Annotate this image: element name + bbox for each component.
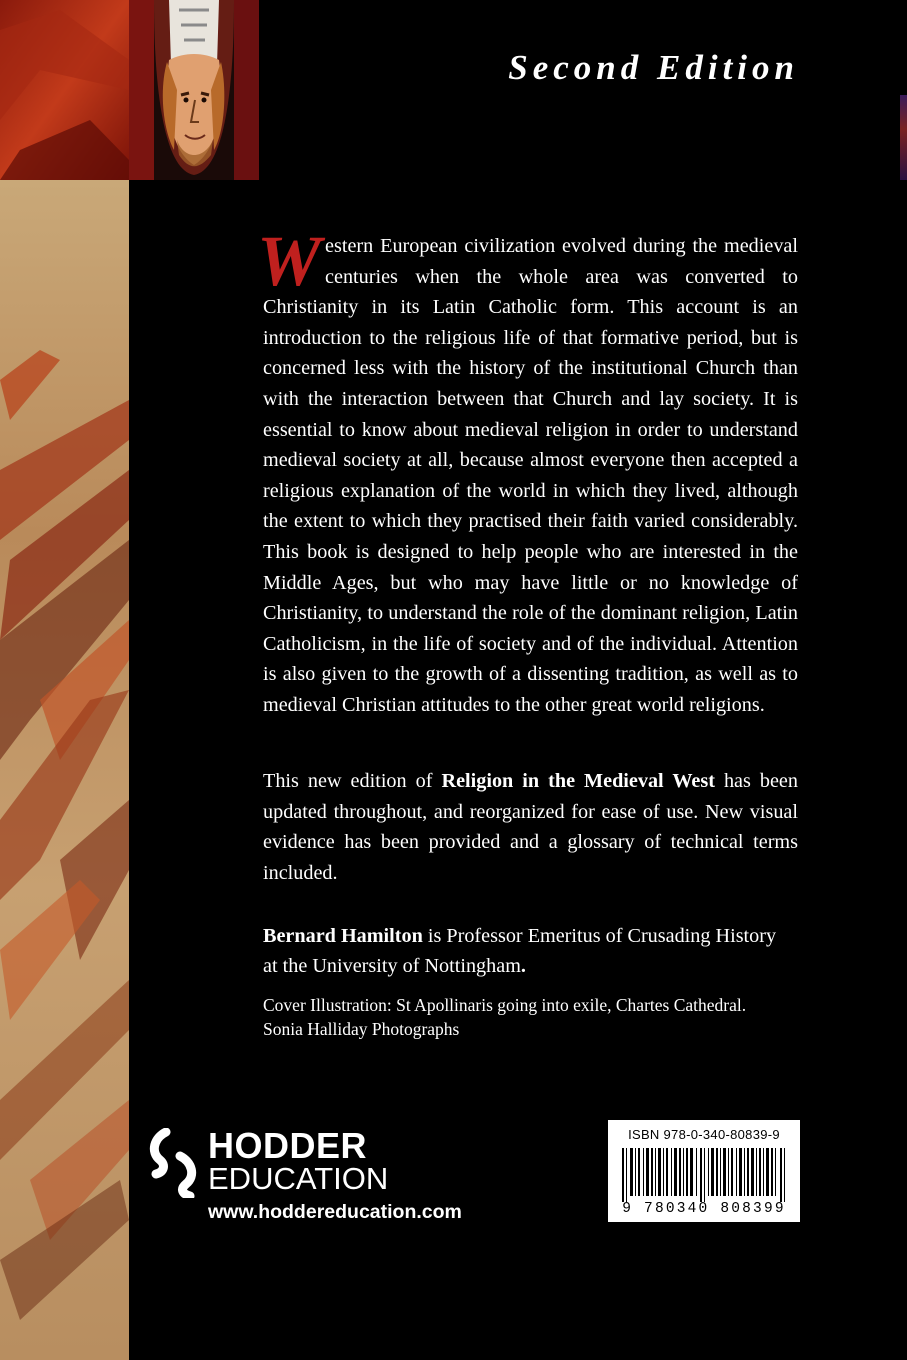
author-bio bbox=[263, 921, 783, 981]
publisher-name-line1: HODDER bbox=[208, 1125, 368, 1166]
book-title: Religion in the Medieval West bbox=[441, 770, 715, 792]
isbn-barcode bbox=[608, 1120, 800, 1222]
author-name: Bernard Hamilton bbox=[263, 925, 423, 947]
blurb-paragraph bbox=[257, 221, 798, 721]
publisher-block bbox=[146, 1125, 526, 1228]
edition-note-prefix: This new edition of bbox=[263, 770, 442, 792]
stained-glass-saint-image bbox=[129, 0, 259, 180]
author-bio-text: is Professor Emeritus of Crusading History at the University of Nottingham bbox=[263, 925, 777, 977]
drop-cap: W bbox=[257, 221, 322, 301]
publisher-url: www.hoddereducation.com bbox=[208, 1201, 462, 1223]
publisher-name-line2: EDUCATION bbox=[208, 1161, 389, 1196]
edition-note-suffix: has been updated throughout, and reorganized for ease of use. New visual evidence has been provided and a glossary of technical terms included. bbox=[263, 770, 798, 884]
hodder-swirl-icon bbox=[146, 1128, 200, 1198]
isbn-number: ISBN 978-0-340-80839-9 bbox=[628, 1127, 780, 1142]
author-bio-end: . bbox=[520, 955, 526, 977]
barcode-digits: 9 780340 808399 bbox=[622, 1201, 786, 1217]
cover-art-strip bbox=[0, 0, 129, 1360]
cover-credit: Cover Illustration: St Apollinaris going into exile, Chartes Cathedral. Sonia Halliday Photographs bbox=[263, 995, 747, 1039]
fresco-artwork bbox=[0, 0, 129, 1360]
barcode-bars bbox=[618, 1148, 790, 1202]
edition-note-paragraph bbox=[263, 766, 798, 888]
edition-label: Second Edition bbox=[508, 48, 799, 87]
blurb-text: estern European civilization evolved during the medieval centuries when the whole area was converted to Christianity in its Latin Catholic form. This account is an introduction to the religious life of that formative period, but is concerned less with the history of the institutional Church than with the interaction between that Church and lay society. It is essential to know about medieval religion in order to understand medieval society at all, because almost everyone then accepted a religious explanation of the world in which they lived, although the extent to which they practised their faith varied considerably. This book is designed to help people who are interested in the Middle Ages, but who may have little or no knowledge of Christianity, to understand the role of the dominant religion, Latin Catholicism, in the life of society and of the individual. Attention is also given to the growth of a dissenting tradition, as well as to medieval Christian attitudes to the other great world religions. bbox=[263, 235, 798, 716]
right-edge-art bbox=[900, 95, 907, 180]
